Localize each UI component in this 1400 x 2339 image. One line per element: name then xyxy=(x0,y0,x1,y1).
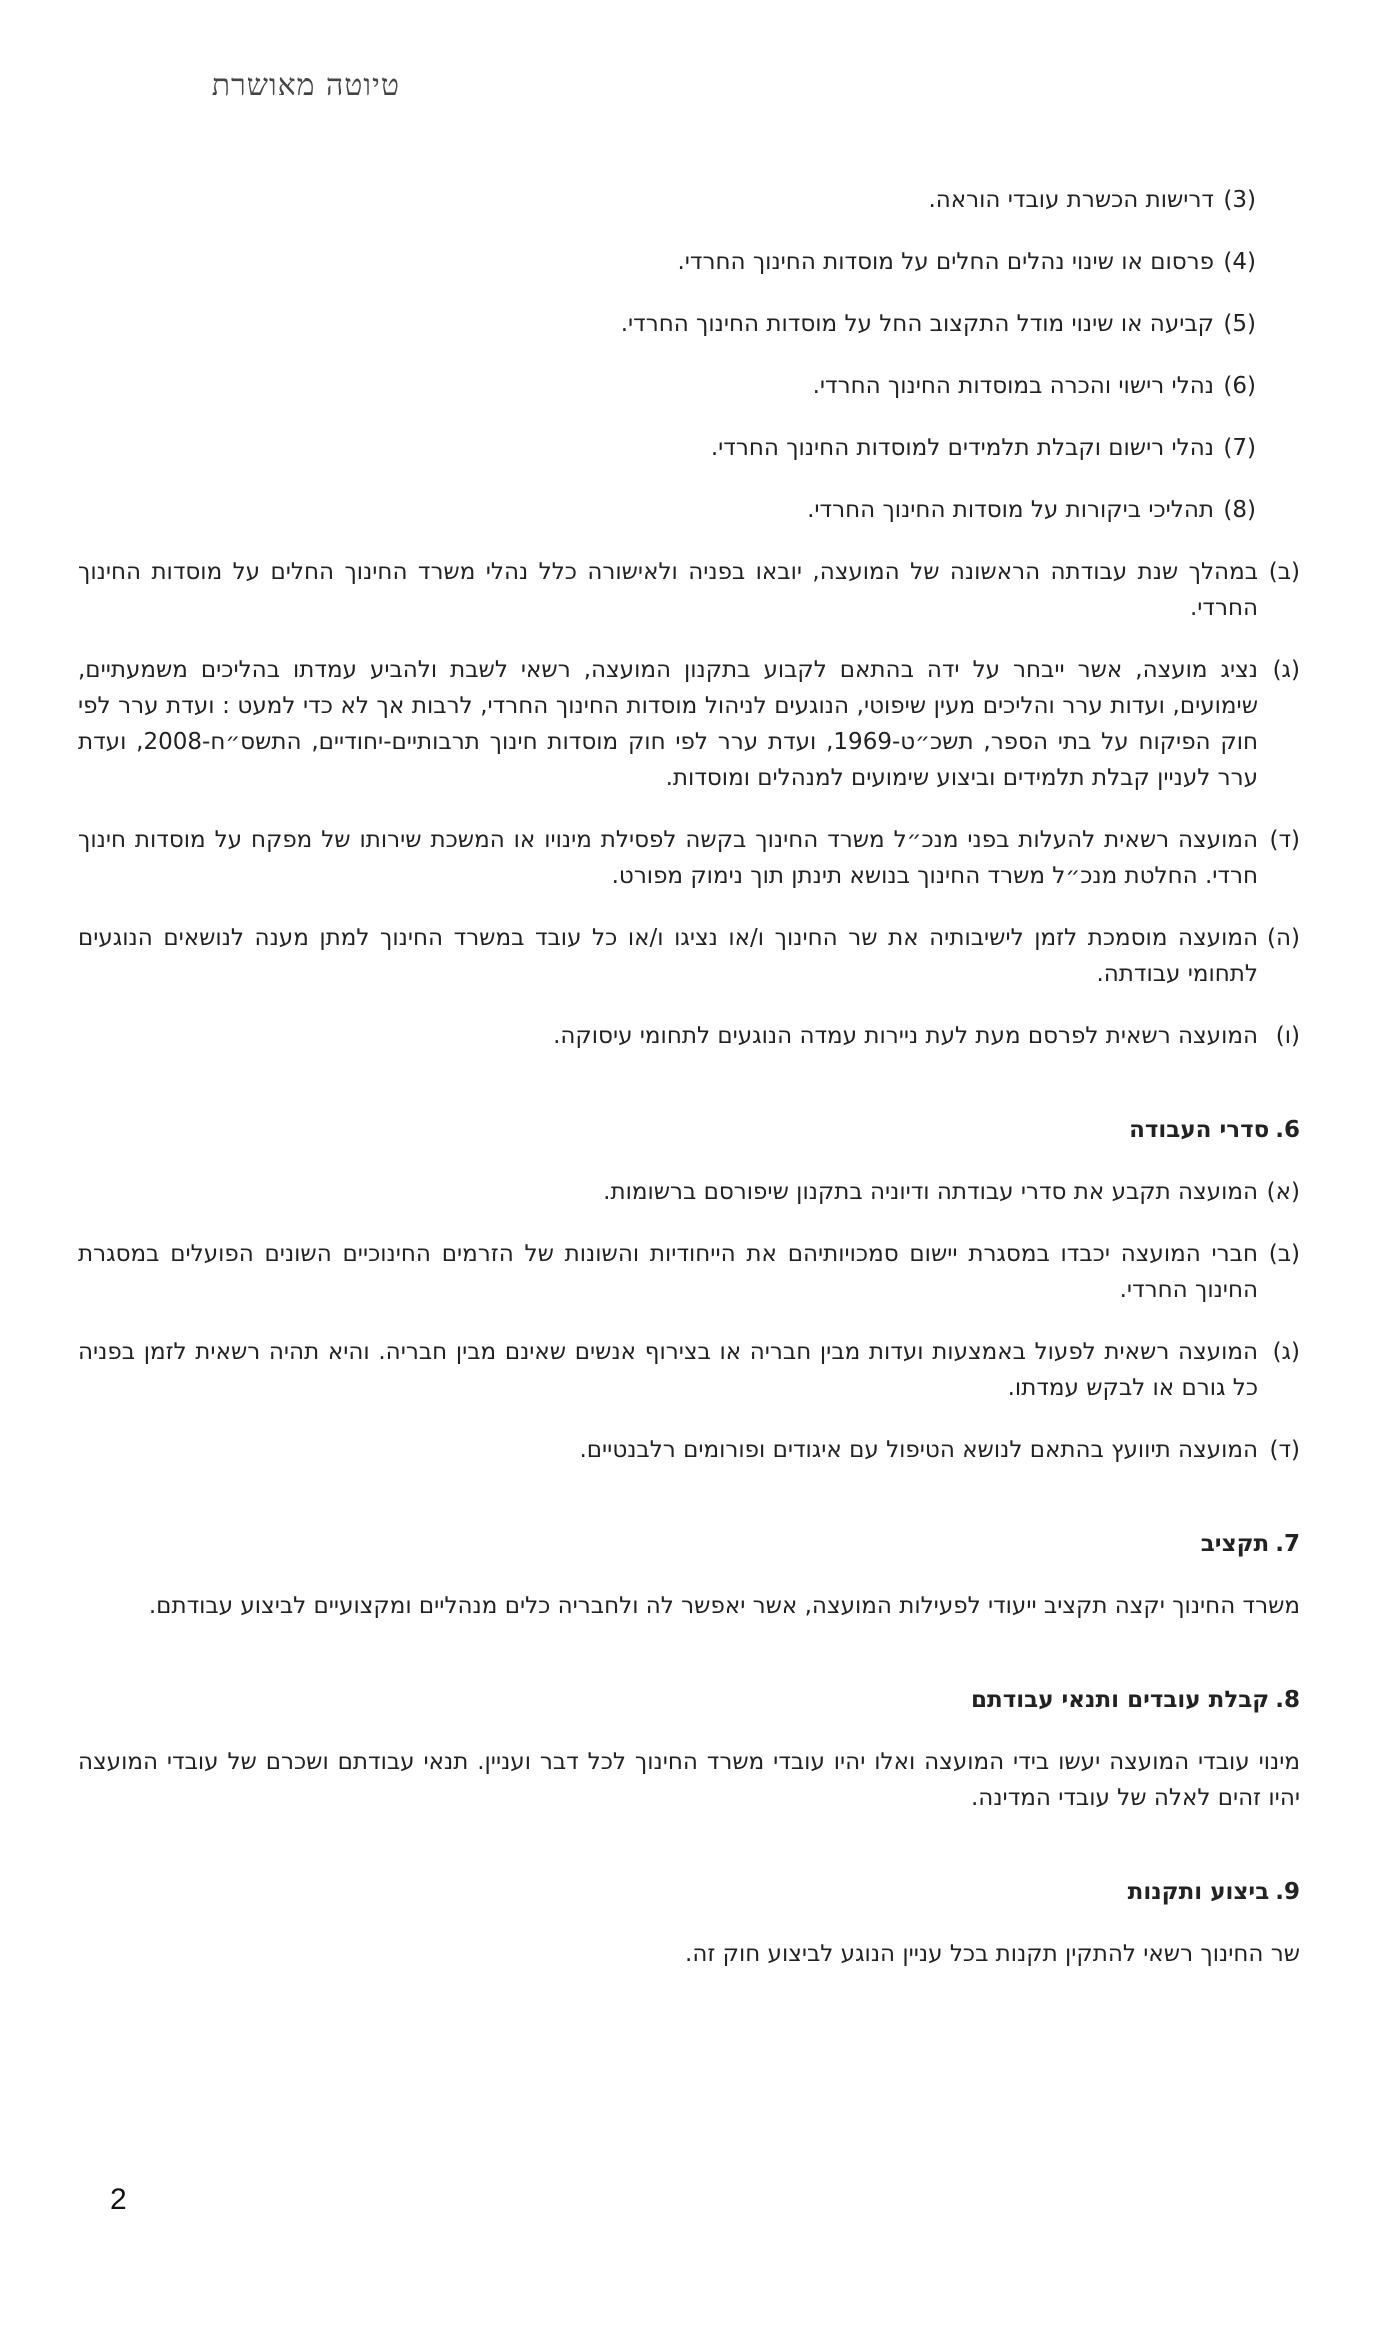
clause-text: המועצה רשאית לפעול באמצעות ועדות מבין חבריה או בצירוף אנשים שאינם מבין חבריה. והיא תהיה רשאית לזמן בפניה כל גורם או לבקש עמדתו. xyxy=(78,1339,1258,1401)
clause-label: (א) xyxy=(1266,1179,1300,1205)
item-text: נהלי רישום וקבלת תלמידים למוסדות החינוך החרדי. xyxy=(710,435,1214,461)
item-text: פרסום או שינוי נהלים החלים על מוסדות החינוך החרדי. xyxy=(677,249,1214,275)
clause-paragraph xyxy=(78,554,1300,626)
section-text: משרד החינוך יקצה תקציב ייעודי לפעילות המועצה, אשר יאפשר לה ולחבריה כלים מנהליים ומקצועיים לביצוע עבודתם. xyxy=(148,1593,1300,1619)
clause-text: המועצה תיוועץ בהתאם לנושא הטיפול עם איגודים ופורומים רלבנטיים. xyxy=(579,1437,1258,1463)
section-text: שר החינוך רשאי להתקין תקנות בכל עניין הנוגע לביצוע חוק זה. xyxy=(685,1941,1300,1967)
clause-label: (ב) xyxy=(1268,559,1300,585)
section-number: 8. xyxy=(1275,1687,1300,1713)
clause-paragraph xyxy=(78,1236,1300,1308)
item-text: תהליכי ביקורות על מוסדות החינוך החרדי. xyxy=(807,497,1214,523)
clause-label: (ו) xyxy=(1275,1023,1300,1049)
clause-paragraph xyxy=(78,1174,1300,1210)
list-item xyxy=(78,244,1256,280)
clause-text: במהלך שנת עבודתה הראשונה של המועצה, יובאו בפניה ולאישורה כלל נהלי משרד החינוך החלים על מוסדות החינוך החרדי. xyxy=(78,559,1258,621)
item-label: (4) xyxy=(1223,249,1256,275)
section-number: 7. xyxy=(1275,1531,1300,1557)
clause-label: (ה) xyxy=(1267,925,1300,951)
section-text: מינוי עובדי המועצה יעשו בידי המועצה ואלו יהיו עובדי משרד החינוך לכל דבר ועניין. תנאי עבודתם ושכרם של עובדי המועצה יהיו זהים לאלה של עובדי המדינה. xyxy=(78,1749,1300,1811)
section-title: קבלת עובדים ותנאי עבודתם xyxy=(971,1687,1270,1713)
clause-paragraph xyxy=(78,1432,1300,1468)
clause-paragraph xyxy=(78,1018,1300,1054)
clause-paragraph xyxy=(78,822,1300,894)
section-heading xyxy=(78,1526,1300,1562)
list-item xyxy=(78,306,1256,342)
clause-paragraph xyxy=(78,920,1300,992)
page-number: 2 xyxy=(110,2183,127,2216)
section-number: 6. xyxy=(1275,1117,1300,1143)
document-body xyxy=(78,182,1300,1972)
list-item xyxy=(78,492,1256,528)
item-text: דרישות הכשרת עובדי הוראה. xyxy=(928,187,1214,213)
clause-text: המועצה רשאית לפרסם מעת לעת ניירות עמדה הנוגעים לתחומי עיסוקה. xyxy=(553,1023,1258,1049)
draft-header: טיוטה מאושרת xyxy=(211,68,400,103)
clause-label: (ג) xyxy=(1272,657,1300,683)
section-number: 9. xyxy=(1275,1879,1300,1905)
section-title: סדרי העבודה xyxy=(1129,1117,1270,1143)
list-item xyxy=(78,182,1256,218)
clause-paragraph xyxy=(78,652,1300,796)
item-label: (3) xyxy=(1223,187,1256,213)
item-text: קביעה או שינוי מודל התקצוב החל על מוסדות החינוך החרדי. xyxy=(620,311,1214,337)
section-title: תקציב xyxy=(1200,1531,1270,1557)
clause-text: המועצה תקבע את סדרי עבודתה ודיוניה בתקנון שיפורסם ברשומות. xyxy=(603,1179,1258,1205)
item-label: (8) xyxy=(1223,497,1256,523)
section-heading xyxy=(78,1682,1300,1718)
clause-text: נציג מועצה, אשר ייבחר על ידה בהתאם לקבוע בתקנון המועצה, רשאי לשבת ולהביע עמדתו בהליכים משמעתיים, שימועים, ועדות ערר והליכים מעין שיפוטי, הנוגעים לניהול מוסדות החינוך החרדי, לרבות אך לא כדי למעט : ועדת ערר לפי חוק הפיקוח על בתי הספר, תשכ״ט-1969, ועדת ערר לפי חוק מוסדות חינוך תרבותיים-יחודיים, התשס״ח-2008, ועדת ערר לעניין קבלת תלמידים וביצוע שימועים למנהלים ומוסדות. xyxy=(78,657,1259,791)
clause-text: המועצה רשאית להעלות בפני מנכ״ל משרד החינוך בקשה לפסילת מינויו או המשכת שירותו של מפקח על מוסדות חינוך חרדי. החלטת מנכ״ל משרד החינוך בנושא תינתן תוך נימוק מפורט. xyxy=(78,827,1258,889)
section-heading xyxy=(78,1874,1300,1910)
item-label: (7) xyxy=(1223,435,1256,461)
clause-paragraph xyxy=(78,1334,1300,1406)
section-heading xyxy=(78,1112,1300,1148)
clause-label: (ג) xyxy=(1272,1339,1300,1365)
clause-label: (ב) xyxy=(1268,1241,1300,1267)
item-text: נהלי רישוי והכרה במוסדות החינוך החרדי. xyxy=(812,373,1214,399)
item-label: (5) xyxy=(1223,311,1256,337)
list-item xyxy=(78,368,1256,404)
list-item xyxy=(78,430,1256,466)
clause-text: חברי המועצה יכבדו במסגרת יישום סמכויותיהם את הייחודיות והשונות של הזרמים החינוכיים השונים הפועלים במסגרת החינוך החרדי. xyxy=(78,1241,1258,1303)
clause-text: המועצה מוסמכת לזמן לישיבותיה את שר החינוך ו/או נציגו ו/או כל עובד במשרד החינוך למתן מענה לנושאים הנוגעים לתחומי עבודתה. xyxy=(78,925,1258,987)
item-label: (6) xyxy=(1223,373,1256,399)
clause-label: (ד) xyxy=(1269,827,1300,853)
clause-label: (ד) xyxy=(1269,1437,1300,1463)
section-title: ביצוע ותקנות xyxy=(1127,1879,1270,1905)
